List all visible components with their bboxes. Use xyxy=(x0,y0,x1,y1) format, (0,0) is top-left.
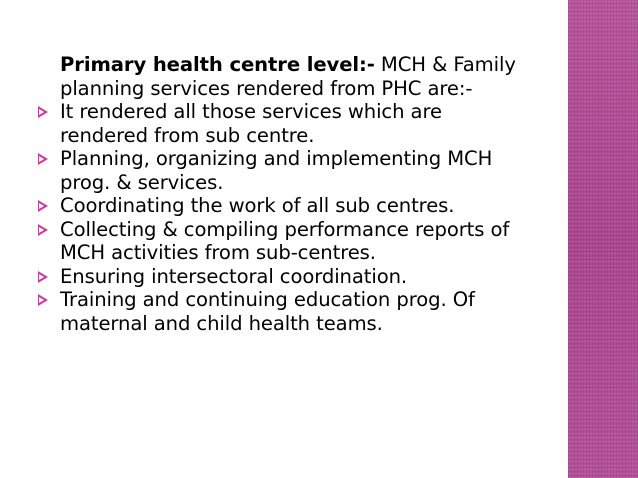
intro-line-2: planning services rendered from PHC are:- xyxy=(60,76,473,100)
intro-paragraph xyxy=(38,53,558,100)
bullet-item xyxy=(38,147,558,194)
intro-text: MCH & Family xyxy=(374,53,516,76)
arrow-bullet-icon xyxy=(38,271,48,283)
slide-content xyxy=(38,53,558,335)
bullet-text: It rendered all those services which are xyxy=(60,100,442,123)
arrow-bullet-icon xyxy=(38,224,48,236)
bullet-text: rendered from sub centre. xyxy=(60,123,315,147)
decorative-side-band xyxy=(568,0,638,478)
bullet-text: Coordinating the work of all sub centres. xyxy=(60,194,455,217)
bullet-text: MCH activities from sub-centres. xyxy=(60,241,376,264)
bullet-item xyxy=(38,194,558,218)
intro-line-1 xyxy=(60,53,558,77)
bullet-text: Ensuring intersectoral coordination. xyxy=(60,264,408,288)
bullet-text: Training and continuing education prog. Of xyxy=(60,288,475,311)
bullet-item xyxy=(38,288,558,335)
arrow-bullet-icon xyxy=(38,200,48,212)
bullet-text: maternal and child health teams. xyxy=(60,311,383,335)
intro-heading: Primary health centre level:- xyxy=(60,53,375,76)
bullet-text: Collecting & compiling performance reports of xyxy=(60,217,510,241)
bullet-text: Planning, organizing and implementing MCH xyxy=(60,147,493,170)
arrow-bullet-icon xyxy=(38,106,48,118)
arrow-bullet-icon xyxy=(38,294,48,306)
arrow-bullet-icon xyxy=(38,153,48,165)
bullet-item xyxy=(38,100,558,147)
bullet-text: prog. & services. xyxy=(60,170,224,194)
bullet-item xyxy=(38,265,558,289)
bullet-item xyxy=(38,218,558,265)
